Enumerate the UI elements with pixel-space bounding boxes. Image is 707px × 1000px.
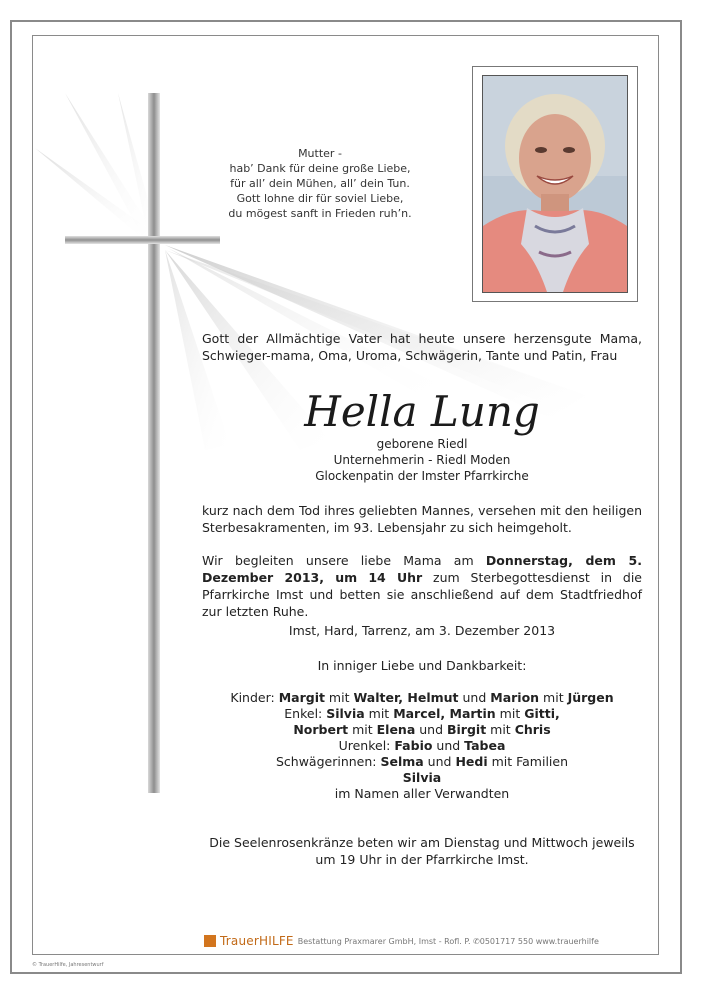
funeral-text	[202, 552, 642, 620]
logo-text: TrauerHILFE	[220, 934, 294, 948]
family-grandchildren-2: Norbert mit Elena und Birgit mit Chris	[293, 722, 551, 737]
poem-line: Gott lohne dir für soviel Liebe,	[236, 192, 404, 205]
portrait-photo	[482, 75, 628, 293]
funeral-text-post: zum Sterbegottesdienst in die Pfarrkirche Imst und betten sie anschließend auf dem Stadtfriedhof zur letzten Ruhe.	[202, 570, 642, 619]
family-children: Kinder: Margit mit Walter, Helmut und Marion mit Jürgen	[230, 690, 614, 705]
honorary-role: Glockenpatin der Imster Pfarrkirche	[315, 469, 529, 483]
family-great-grandchildren: Urenkel: Fabio und Tabea	[338, 738, 506, 753]
family-sisters-in-law: Schwägerinnen: Selma und Hedi mit Familien	[275, 754, 569, 769]
credit: © TrauerHilfe, Jahresentwurf	[32, 962, 104, 968]
poem	[190, 146, 450, 221]
farewell-line: In inniger Liebe und Dankbarkeit:	[317, 658, 527, 673]
poem-line: du mögest sanft in Frieden ruh’n.	[228, 207, 412, 220]
family-relatives: im Namen aller Verwandten	[334, 786, 510, 801]
family-list	[202, 690, 642, 802]
funeral-text-pre: Wir begleiten unsere liebe Mama am	[202, 553, 486, 568]
intro-text: Gott der Allmächtige Vater hat heute unsere herzensgute Mama, Schwieger-mama, Oma, Uroma, Schwägerin, Tante und Patin, Frau	[202, 331, 642, 363]
funeral-date: Donnerstag, dem 5. Dezember 2013, um 14 Uhr	[202, 553, 642, 585]
footer-info: Bestattung Praxmarer GmbH, Imst - Rofl. P. ✆0501717 550 www.trauerhilfe	[297, 936, 599, 946]
trauerhilfe-logo-icon	[204, 935, 216, 947]
family-silvia: Silvia	[402, 770, 442, 785]
deceased-details	[200, 436, 644, 484]
place-date: Imst, Hard, Tarrenz, am 3. Dezember 2013	[288, 623, 556, 638]
poem-line: hab’ Dank für deine große Liebe,	[229, 162, 411, 175]
poem-line: für all’ dein Mühen, all’ dein Tun.	[230, 177, 410, 190]
occupation: Unternehmerin - Riedl Moden	[333, 453, 511, 467]
rosary-note: Die Seelenrosenkränze beten wir am Dienstag und Mittwoch jeweils um 19 Uhr in der Pfarrkirche Imst.	[209, 835, 635, 867]
death-text: kurz nach dem Tod ihres geliebten Mannes, versehen mit den heiligen Sterbesakramenten, im 93. Lebensjahr zu sich heimgeholt.	[202, 503, 642, 535]
portrait-frame	[472, 66, 638, 302]
birth-name: geborene Riedl	[376, 437, 468, 451]
family-grandchildren-1: Enkel: Silvia mit Marcel, Martin mit Gitti,	[284, 706, 560, 721]
footer	[204, 934, 599, 948]
poem-line: Mutter -	[298, 147, 342, 160]
deceased-name: Hella Lung	[304, 387, 540, 436]
